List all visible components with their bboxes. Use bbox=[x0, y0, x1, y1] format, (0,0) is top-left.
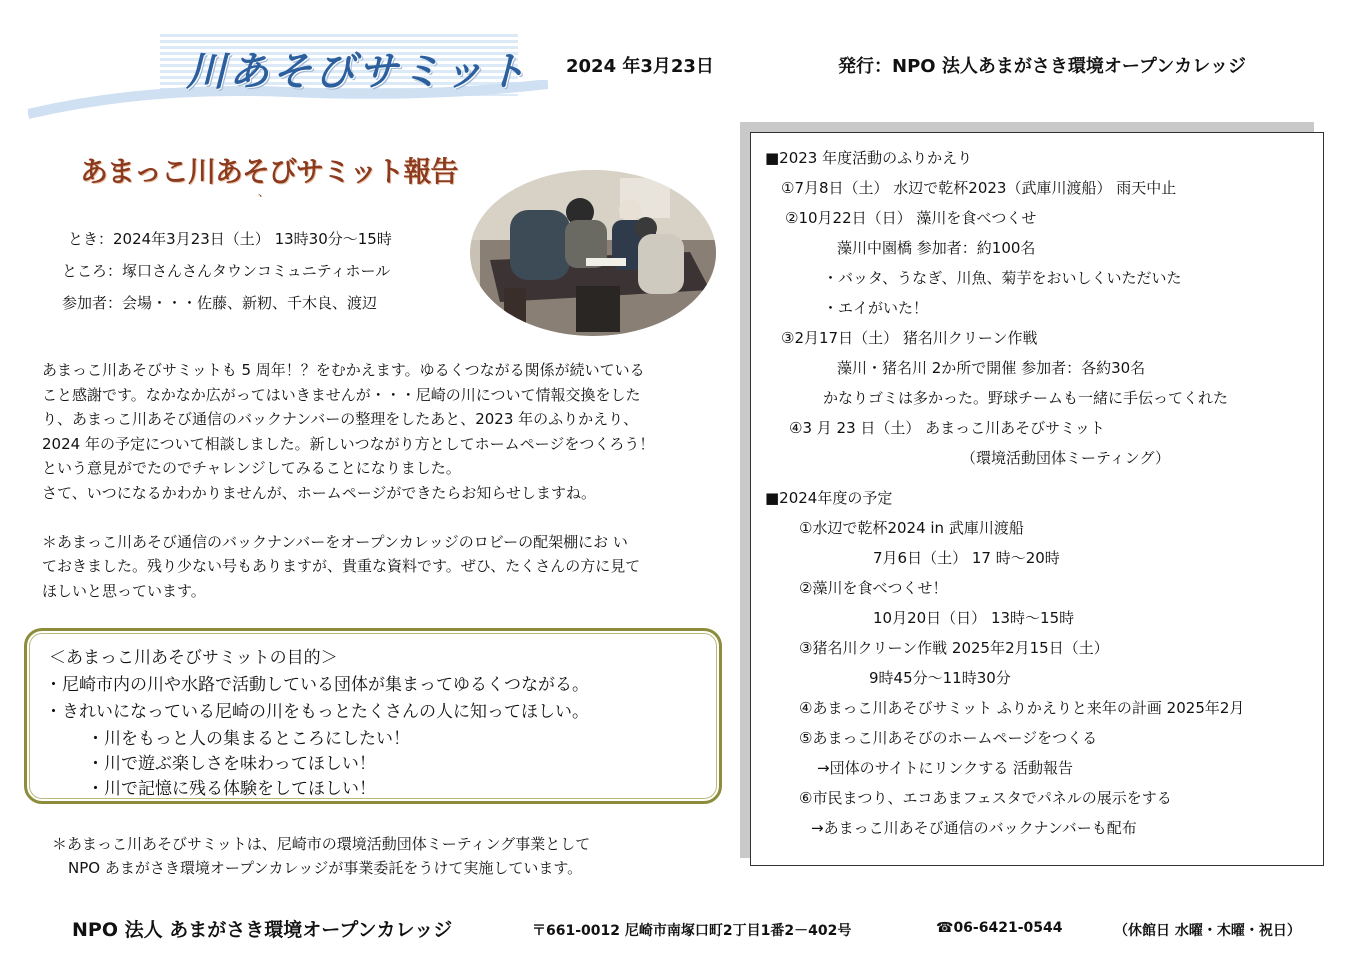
purpose-heading: ＜あまっこ川あそびサミットの目的＞ bbox=[49, 648, 338, 668]
plan-item: ⑤あまっこ川あそびのホームページをつくる bbox=[799, 729, 1098, 747]
meeting-photo bbox=[470, 170, 716, 336]
purpose-subitem: ・川で遊ぶ楽しさを味わってほしい！ bbox=[87, 754, 376, 774]
event-time: とき：2024年3月23日（土） 13時30分～15時 bbox=[68, 230, 392, 248]
review-detail: （環境活動団体ミーティング） bbox=[961, 449, 1170, 467]
body-line: ほしいと思っています。 bbox=[42, 581, 206, 600]
spacer bbox=[42, 505, 722, 530]
plan-item: ③猪名川クリーン作戦 2025年2月15日（土） bbox=[799, 639, 1109, 657]
review-item: ①7月8日（土） 水辺で乾杯2023（武庫川渡船） 雨天中止 bbox=[781, 179, 1177, 197]
purpose-subitem: ・川をもっと人の集まるところにしたい！ bbox=[87, 729, 410, 749]
plan-detail: 10月20日（日） 13時～15時 bbox=[873, 609, 1075, 627]
review-item: ②10月22日（日） 藻川を食べつくせ bbox=[785, 209, 1037, 227]
body-line: 2024 年の予定について相談しました。新しいつながり方としてホームページをつくろう！ bbox=[42, 434, 655, 453]
plan-detail: →あまっこ川あそび通信のバックナンバーも配布 bbox=[811, 819, 1137, 837]
purpose-item: ・きれいになっている尼崎の川をもっとたくさんの人に知ってほしい。 bbox=[45, 702, 589, 722]
plan-detail: 9時45分～11時30分 bbox=[869, 669, 1011, 687]
purpose-box bbox=[24, 628, 722, 804]
title-mark: 、 bbox=[258, 185, 271, 199]
body-line: こと感謝です。なかなか広がってはいきませんが・・・尼崎の川について情報交換をした bbox=[42, 385, 641, 404]
body-line: さて、いつになるかわかりませんが、ホームページができたらお知らせしますね。 bbox=[42, 483, 596, 502]
plan-detail: →団体のサイトにリンクする 活動報告 bbox=[817, 759, 1073, 777]
issue-date: 2024 年3月23日 bbox=[566, 56, 714, 77]
body-line: ておきました。残り少ない号もありますが、貴重な資料です。ぜひ、たくさんの方に見て bbox=[42, 557, 641, 575]
body-line: という意見がでたのでチャレンジしてみることになりました。 bbox=[42, 459, 461, 477]
review-detail: 藻川・猪名川 2か所で開催 参加者：各約30名 bbox=[837, 359, 1146, 377]
publisher: 発行：NPO 法人あまがさき環境オープンカレッジ bbox=[838, 56, 1247, 77]
review-item: ④3 月 23 日（土） あまっこ川あそびサミット bbox=[789, 419, 1105, 437]
footer-phone: ☎06-6421-0544 bbox=[936, 920, 1063, 936]
event-place: ところ：塚口さんさんタウンコミュニティホール bbox=[62, 262, 391, 280]
footer-closed-days: （休館日 水曜・木曜・祝日） bbox=[1114, 923, 1301, 939]
footer-address: 〒661-0012 尼崎市南塚口町2丁目1番2－402号 bbox=[532, 923, 852, 939]
review-item: ③2月17日（土） 猪名川クリーン作戦 bbox=[781, 329, 1038, 347]
review-detail: 藻川中園橋 参加者：約100名 bbox=[837, 239, 1036, 257]
newsletter-title: 川あそびサミット bbox=[186, 49, 530, 95]
footer-org: NPO 法人 あまがさき環境オープンカレッジ bbox=[72, 919, 453, 941]
plan-item: ④あまっこ川あそびサミット ふりかえりと来年の計画 2025年2月 bbox=[799, 699, 1245, 717]
body-line: り、あまっこ川あそび通信のバックナンバーの整理をしたあと、2023 年のふりかえり、 bbox=[42, 410, 639, 428]
plan-heading: ■2024年度の予定 bbox=[765, 489, 893, 507]
review-detail: ・バッタ、うなぎ、川魚、菊芋をおいしくいただいた bbox=[823, 269, 1182, 287]
body-line: あまっこ川あそびサミットも 5 周年！？をむかえます。ゆるくつながる関係が続いている bbox=[42, 361, 645, 379]
review-heading: ■2023 年度活動のふりかえり bbox=[765, 149, 973, 167]
review-detail: かなりゴミは多かった。野球チームも一緒に手伝ってくれた bbox=[823, 389, 1229, 407]
review-detail: ・エイがいた！ bbox=[823, 299, 929, 317]
report-title: あまっこ川あそびサミット報告 bbox=[80, 155, 458, 188]
plan-item: ①水辺で乾杯2024 in 武庫川渡船 bbox=[799, 519, 1024, 537]
event-participants: 参加者：会場・・・佐藤、新籾、千木良、渡辺 bbox=[62, 294, 378, 312]
report-body bbox=[42, 358, 722, 603]
plan-detail: 7月6日（土） 17 時～20時 bbox=[873, 549, 1060, 567]
purpose-item: ・尼崎市内の川や水路で活動している団体が集まってゆるくつながる。 bbox=[45, 675, 589, 695]
purpose-subitem: ・川で記憶に残る体験をしてほしい！ bbox=[87, 779, 376, 799]
footnote bbox=[52, 832, 590, 880]
footnote-line: NPO あまがさき環境オープンカレッジが事業委託をうけて実施しています。 bbox=[68, 859, 583, 877]
plan-item: ⑥市民まつり、エコあまフェスタでパネルの展示をする bbox=[799, 789, 1172, 807]
activity-panel bbox=[750, 132, 1324, 866]
body-line: ＊あまっこ川あそび通信のバックナンバーをオープンカレッジのロビーの配架棚にお い bbox=[42, 532, 628, 551]
footnote-line: ＊あまっこ川あそびサミットは、尼崎市の環境活動団体ミーティング事業として bbox=[52, 835, 591, 853]
plan-item: ②藻川を食べつくせ！ bbox=[799, 579, 948, 597]
